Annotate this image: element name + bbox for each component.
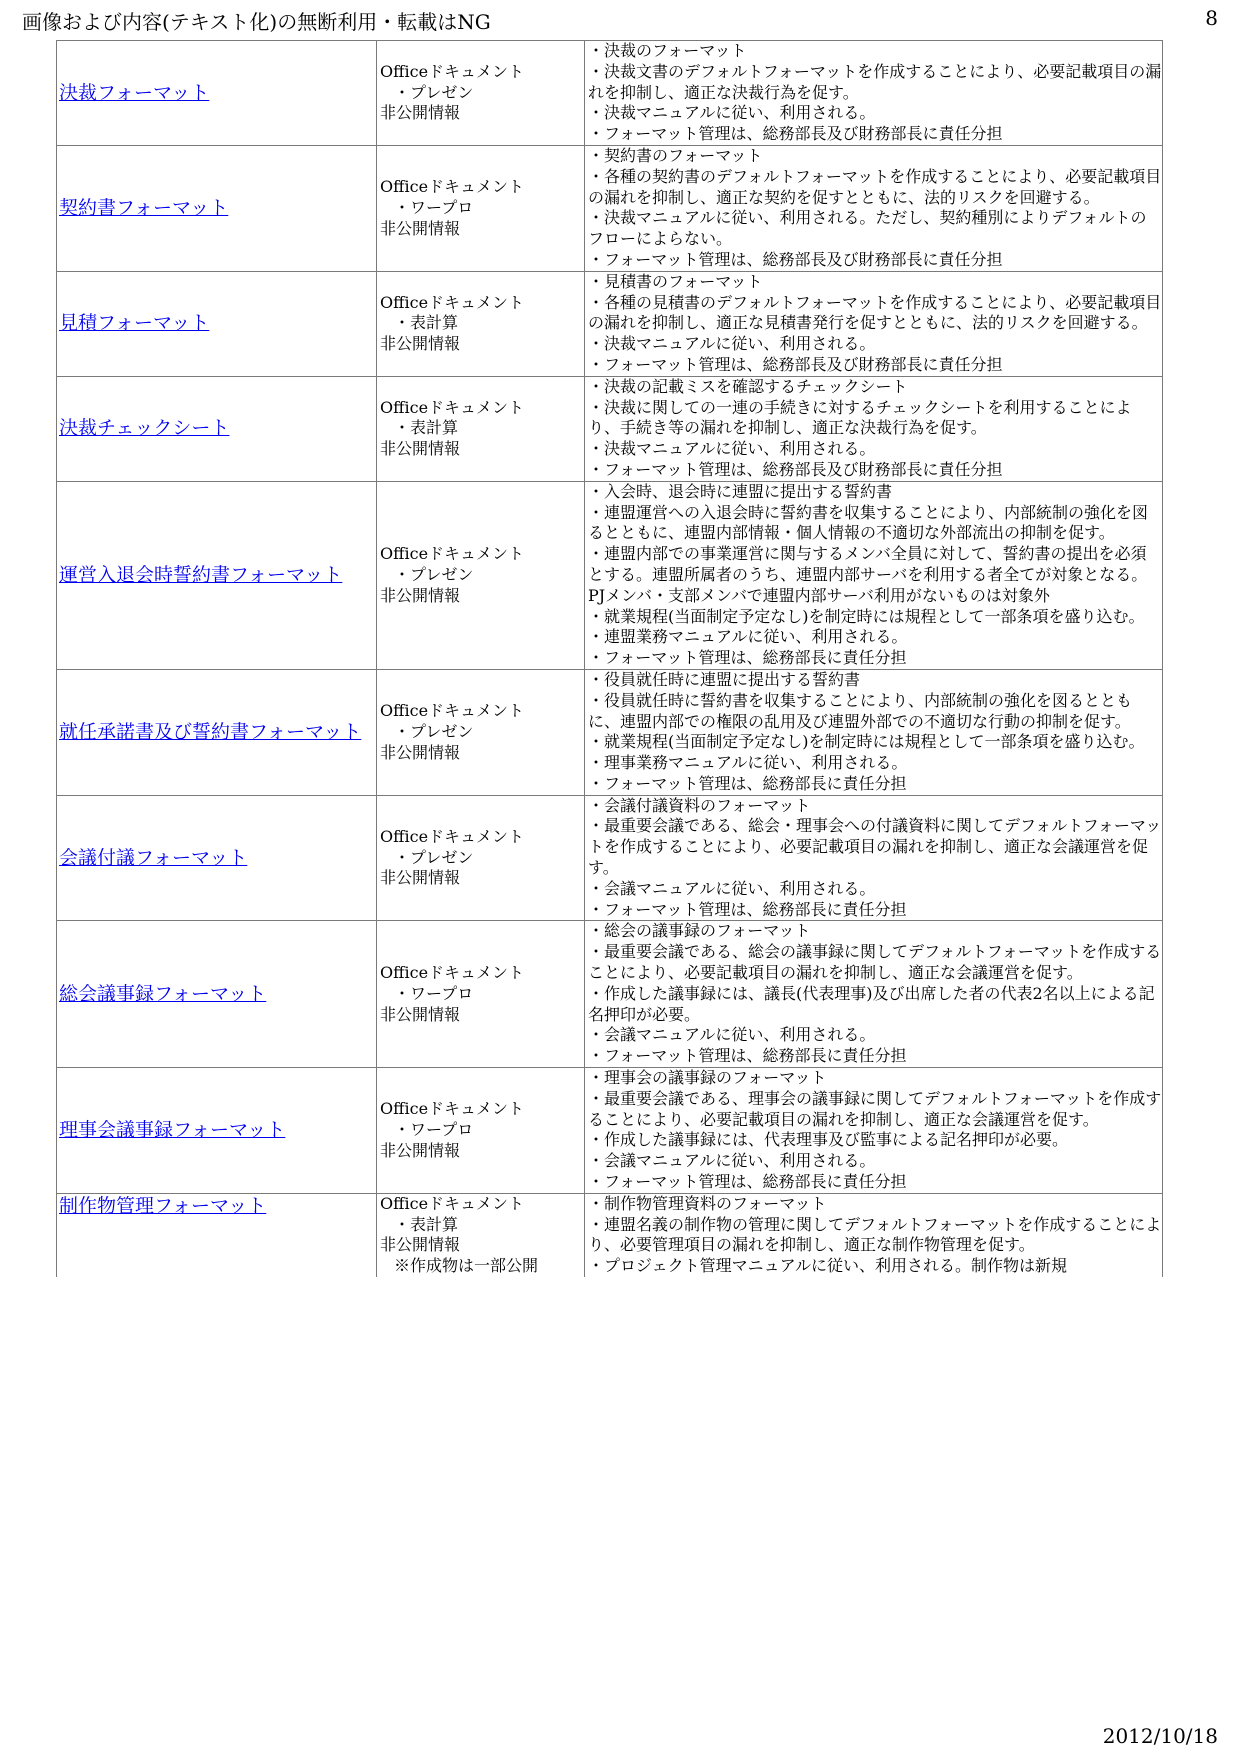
document-type-line: Officeドキュメント — [380, 177, 525, 197]
description-cell — [585, 1068, 1163, 1194]
description-line: ・フォーマット管理は、総務部長に責任分担 — [588, 899, 907, 919]
format-name-cell — [57, 145, 377, 271]
document-type-line: Officeドキュメント — [380, 1193, 525, 1213]
table-row — [57, 1068, 1163, 1194]
format-name-cell — [57, 376, 377, 481]
document-type-cell — [377, 669, 585, 795]
table-row — [57, 1193, 1163, 1277]
format-name-cell — [57, 481, 377, 669]
table-row — [57, 481, 1163, 669]
format-name-cell — [57, 41, 377, 146]
description-cell — [585, 481, 1163, 669]
description-line: ・作成した議事録には、代表理事及び監事による記名押印が必要。 — [588, 1130, 1069, 1150]
table-row — [57, 921, 1163, 1068]
document-title: 画像および内容(テキスト化)の無断利用・転載はNG — [22, 10, 491, 34]
description-line: ・総会の議事録のフォーマット — [588, 921, 811, 941]
description-line: ・決裁文書のデフォルトフォーマットを作成することにより、必要記載項目の漏れを抑制し、適正な決裁行為を促す。 — [588, 61, 1162, 102]
document-type-line: 非公開情報 — [380, 742, 461, 762]
document-type-line: 非公開情報 — [380, 1140, 461, 1160]
document-type-line: Officeドキュメント — [380, 397, 525, 417]
format-name-cell — [57, 669, 377, 795]
description-line: ・役員就任時に誓約書を収集することにより、内部統制の強化を図るとともに、連盟内部での権限の乱用及び連盟外部での不適切な行動の抑制を促す。 — [588, 690, 1133, 731]
description-line: ・フォーマット管理は、総務部長及び財務部長に責任分担 — [588, 459, 1003, 479]
description-cell — [585, 795, 1163, 921]
format-link[interactable]: 契約書フォーマット — [59, 197, 229, 220]
document-type-line: ・ワープロ — [394, 1120, 474, 1140]
description-line: ・理事業務マニュアルに従い、利用される。 — [588, 753, 908, 773]
description-line: ・入会時、退会時に連盟に提出する誓約書 — [588, 481, 893, 501]
table-row — [57, 145, 1163, 271]
description-line: ・最重要会議である、総会・理事会への付議資料に関してデフォルトフォーマットを作成することにより、必要記載項目の漏れを抑制し、適正な会議運営を促す。 — [588, 816, 1162, 878]
format-link[interactable]: 理事会議事録フォーマット — [59, 1119, 286, 1142]
document-type-cell — [377, 481, 585, 669]
document-type-line: 非公開情報 — [380, 1004, 461, 1024]
description-line: ・フォーマット管理は、総務部長に責任分担 — [588, 1172, 907, 1192]
document-type-cell — [377, 921, 585, 1068]
description-line: ・会議マニュアルに従い、利用される。 — [588, 1025, 876, 1045]
description-line: ・最重要会議である、理事会の議事録に関してデフォルトフォーマットを作成することにより、必要記載項目の漏れを抑制し、適正な会議運営を促す。 — [588, 1088, 1162, 1129]
description-line: ・会議マニュアルに従い、利用される。 — [588, 1151, 876, 1171]
description-cell — [585, 921, 1163, 1068]
document-type-cell — [377, 1068, 585, 1194]
document-type-line: Officeドキュメント — [380, 701, 525, 721]
table-row — [57, 376, 1163, 481]
document-type-cell — [377, 271, 585, 376]
description-line: ・決裁マニュアルに従い、利用される。 — [588, 439, 876, 459]
description-line: ・プロジェクト管理マニュアルに従い、利用される。制作物は新規 — [588, 1256, 1068, 1276]
document-type-line: Officeドキュメント — [380, 826, 525, 846]
page-number: 8 — [1205, 6, 1218, 30]
description-line: ・フォーマット管理は、総務部長及び財務部長に責任分担 — [588, 354, 1003, 374]
description-line: ・作成した議事録には、議長(代表理事)及び出席した者の代表2名以上による記名押印が必要。 — [588, 983, 1155, 1024]
document-type-line: ※作成物は一部公開 — [394, 1256, 539, 1276]
description-line: ・決裁のフォーマット — [588, 41, 747, 60]
format-link[interactable]: 就任承諾書及び誓約書フォーマット — [59, 720, 362, 743]
document-type-line: ・プレゼン — [394, 721, 474, 741]
description-line: ・フォーマット管理は、総務部長及び財務部長に責任分担 — [588, 249, 1003, 269]
description-line: ・各種の見積書のデフォルトフォーマットを作成することにより、必要記載項目の漏れを抑制し、適正な見積書発行を促すとともに、法的リスクを回避する。 — [588, 292, 1162, 333]
description-line: ・フォーマット管理は、総務部長に責任分担 — [588, 773, 907, 793]
footer-date: 2012/10/18 — [1102, 1724, 1218, 1748]
description-line: ・決裁マニュアルに従い、利用される。 — [588, 334, 876, 354]
document-type-line: ・プレゼン — [394, 82, 474, 102]
document-type-line: ・ワープロ — [394, 197, 474, 217]
format-link[interactable]: 総会議事録フォーマット — [59, 982, 267, 1005]
description-line: ・フォーマット管理は、総務部長に責任分担 — [588, 1046, 907, 1066]
description-line: ・就業規程(当面制定予定なし)を制定時には規程として一部条項を盛り込む。 — [588, 732, 1145, 752]
description-line: ・フォーマット管理は、総務部長に責任分担 — [588, 648, 907, 668]
document-type-line: Officeドキュメント — [380, 61, 525, 81]
document-type-line: ・プレゼン — [394, 564, 474, 584]
document-type-line: ・ワープロ — [394, 983, 474, 1003]
description-cell — [585, 1193, 1163, 1277]
document-type-cell — [377, 376, 585, 481]
document-type-line: 非公開情報 — [380, 439, 461, 459]
format-name-cell — [57, 795, 377, 921]
description-line: ・連盟運営への入退会時に誓約書を収集することにより、内部統制の強化を図るとともに、連盟内部情報・個人情報の不適切な外部流出の抑制を促す。 — [588, 502, 1149, 543]
description-line: ・会議マニュアルに従い、利用される。 — [588, 878, 876, 898]
format-link[interactable]: 制作物管理フォーマット — [59, 1194, 267, 1217]
document-type-line: Officeドキュメント — [380, 292, 525, 312]
description-line: ・契約書のフォーマット — [588, 145, 763, 165]
table-row — [57, 271, 1163, 376]
format-link[interactable]: 運営入退会時誓約書フォーマット — [59, 563, 343, 586]
document-type-line: Officeドキュメント — [380, 963, 525, 983]
description-line: ・就業規程(当面制定予定なし)を制定時には規程として一部条項を盛り込む。 — [588, 606, 1145, 626]
description-line: ・各種の契約書のデフォルトフォーマットを作成することにより、必要記載項目の漏れを抑制し、適正な契約を促すとともに、法的リスクを回避する。 — [588, 166, 1162, 207]
format-name-cell — [57, 271, 377, 376]
document-type-cell — [377, 41, 585, 146]
document-type-line: ・プレゼン — [394, 847, 474, 867]
description-line: ・決裁に関しての一連の手続きに対するチェックシートを利用することにより、手続き等の漏れを抑制し、適正な決裁行為を促す。 — [588, 397, 1132, 438]
description-line: ・会議付議資料のフォーマット — [588, 795, 811, 815]
document-type-cell — [377, 145, 585, 271]
format-table — [56, 40, 1163, 1277]
description-line: ・フォーマット管理は、総務部長及び財務部長に責任分担 — [588, 124, 1003, 144]
document-type-line: ・表計算 — [394, 418, 459, 438]
description-cell — [585, 376, 1163, 481]
document-type-cell — [377, 1193, 585, 1277]
description-line: ・連盟内部での事業運営に関与するメンバ全員に対して、誓約書の提出を必須とする。連盟所属者のうち、連盟内部サーバを利用する者全てが対象となる。PJメンバ・支部メンバで連盟内部サーバ利用がないものは対象外 — [588, 544, 1148, 605]
document-type-line: 非公開情報 — [380, 103, 461, 123]
table-row — [57, 795, 1163, 921]
description-line: ・連盟名義の制作物の管理に関してデフォルトフォーマットを作成することにより、必要管理項目の漏れを抑制し、適正な制作物管理を促す。 — [588, 1214, 1162, 1255]
description-line: ・見積書のフォーマット — [588, 271, 763, 291]
document-type-line: 非公開情報 — [380, 218, 461, 238]
description-line: ・決裁マニュアルに従い、利用される。 — [588, 103, 876, 123]
format-name-cell — [57, 921, 377, 1068]
format-link[interactable]: 会議付議フォーマット — [59, 846, 248, 869]
description-line: ・制作物管理資料のフォーマット — [588, 1193, 827, 1213]
description-cell — [585, 41, 1163, 146]
description-line: ・決裁の記載ミスを確認するチェックシート — [588, 376, 908, 396]
document-type-line: ・表計算 — [394, 1214, 459, 1234]
description-line: ・役員就任時に連盟に提出する誓約書 — [588, 669, 861, 689]
document-type-line: 非公開情報 — [380, 334, 461, 354]
description-cell — [585, 271, 1163, 376]
description-cell — [585, 669, 1163, 795]
description-line: ・最重要会議である、総会の議事録に関してデフォルトフォーマットを作成することにより、必要記載項目の漏れを抑制し、適正な会議運営を促す。 — [588, 942, 1162, 983]
description-line: ・連盟業務マニュアルに従い、利用される。 — [588, 627, 908, 647]
format-link[interactable]: 見積フォーマット — [59, 312, 210, 335]
format-link[interactable]: 決裁チェックシート — [59, 417, 230, 440]
document-type-line: Officeドキュメント — [380, 544, 525, 564]
format-name-cell — [57, 1193, 377, 1277]
format-name-cell — [57, 1068, 377, 1194]
document-type-cell — [377, 795, 585, 921]
document-type-line: 非公開情報 — [380, 585, 461, 605]
table-row — [57, 41, 1163, 146]
format-link[interactable]: 決裁フォーマット — [59, 81, 210, 104]
document-type-line: 非公開情報 — [380, 868, 461, 888]
description-cell — [585, 145, 1163, 271]
description-line: ・決裁マニュアルに従い、利用される。ただし、契約種別によりデフォルトのフローによらない。 — [588, 208, 1147, 249]
document-type-line: ・表計算 — [394, 313, 459, 333]
document-type-line: Officeドキュメント — [380, 1099, 525, 1119]
description-line: ・理事会の議事録のフォーマット — [588, 1068, 827, 1088]
document-type-line: 非公開情報 — [380, 1235, 461, 1255]
table-row — [57, 669, 1163, 795]
